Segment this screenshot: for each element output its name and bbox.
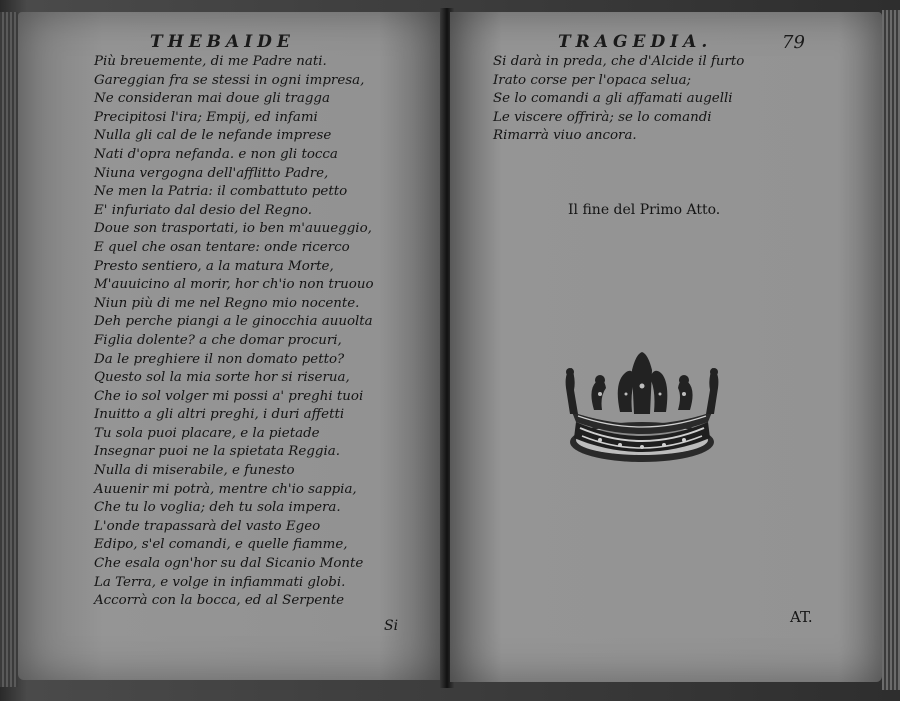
text-line: Che tu lo voglia; deh tu sola impera. — [94, 500, 341, 516]
text-line: L'onde trapassarà del vasto Egeo — [94, 518, 321, 534]
text-line: Rimarrà viuo ancora. — [493, 128, 637, 144]
text-line: Se lo comandi a gli affamati augelli — [493, 91, 733, 107]
text-line: Precipitosi l'ira; Empij, ed infami — [94, 109, 318, 125]
text-line: Le viscere offrirà; se lo comandi — [493, 109, 712, 125]
text-line: Si darà in preda, che d'Alcide il furto — [493, 54, 745, 69]
crown-icon — [560, 350, 725, 468]
text-line: M'auuicino al morir, hor ch'io non truouo — [94, 277, 374, 293]
text-line: Auuenir mi potrà, mentre ch'io sappia, — [94, 481, 357, 497]
text-line: E' infuriato dal desio del Regno. — [94, 202, 312, 218]
text-line: Deh perche piangi a le ginocchia auuolta — [94, 314, 373, 330]
right-page — [450, 12, 882, 682]
text-line: Che io sol volger mi possi a' preghi tuoi — [94, 388, 364, 404]
text-line: Niun più di me nel Regno mio nocente. — [94, 295, 360, 311]
text-line: Da le preghiere il non domato petto? — [94, 351, 345, 367]
left-fore-edge — [0, 12, 18, 687]
text-line: Ne consideran mai doue gli tragga — [94, 91, 330, 107]
text-line: E quel che osan tentare: onde ricerco — [94, 239, 350, 255]
running-head-left: THEBAIDE — [150, 32, 295, 52]
catchword-left: Si — [384, 618, 399, 634]
text-line: Doue son trasportati, io ben m'auueggio, — [94, 221, 372, 237]
text-line: Gareggian fra se stessi in ogni impresa, — [94, 72, 365, 88]
text-line: La Terra, e volge in infiammati globi. — [94, 574, 346, 590]
text-line: Ne men la Patria: il combattuto petto — [94, 184, 348, 200]
text-line: Niuna vergogna dell'afflitto Padre, — [94, 165, 329, 181]
text-line: Inuitto a gli altri preghi, i duri affetti — [94, 407, 345, 423]
text-line: Più breuemente, di me Padre nati. — [94, 54, 327, 69]
text-line: Edipo, s'el comandi, e quelle fiamme, — [94, 537, 348, 553]
text-line: Irato corse per l'opaca selua; — [493, 72, 692, 88]
left-page — [18, 12, 443, 680]
act-end-title: Il fine del Primo Atto. — [568, 202, 721, 218]
text-line: Presto sentiero, a la matura Morte, — [94, 258, 334, 274]
page-number: 79 — [782, 32, 805, 53]
text-line: Nati d'opra nefanda. e non gli tocca — [94, 146, 338, 162]
text-line: Accorrà con la bocca, ed al Serpente — [94, 593, 345, 609]
text-line: Figlia dolente? a che domar procuri, — [94, 332, 342, 348]
right-text-block — [493, 53, 744, 146]
text-line: Nulla gli cal de le nefande imprese — [94, 128, 332, 144]
text-line: Nulla di miserabile, e funesto — [94, 463, 295, 479]
text-line: Che esala ogn'hor su dal Sicanio Monte — [94, 556, 364, 572]
text-line: Insegnar puoi ne la spietata Reggia. — [94, 444, 340, 460]
running-head-right: TRAGEDIA. — [558, 32, 713, 52]
catchword-right: AT. — [790, 608, 813, 626]
text-line: Tu sola puoi placare, e la pietade — [94, 425, 320, 441]
right-fore-edge — [882, 10, 900, 690]
text-line: Questo sol la mia sorte hor si riserua, — [94, 370, 350, 386]
left-text-block — [94, 53, 374, 611]
